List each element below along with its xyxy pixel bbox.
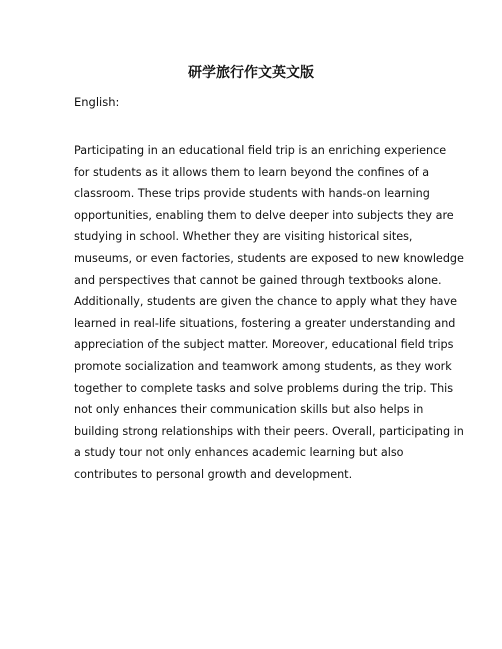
paragraph-line: opportunities, enabling them to delve deeper into subjects they are (74, 208, 454, 222)
document-title: 研学旅行作文英文版 (188, 65, 314, 81)
paragraph-line: classroom. These trips provide students with hands-on learning (74, 187, 430, 201)
paragraph-line: learned in real-life situations, fostering a greater understanding and (74, 316, 456, 330)
paragraph-line: a study tour not only enhances academic learning but also (74, 446, 404, 460)
paragraph-line: appreciation of the subject matter. Moreover, educational field trips (74, 338, 454, 352)
paragraph-line: museums, or even factories, students are exposed to new knowledge (74, 251, 464, 265)
paragraph-line: contributes to personal growth and development. (74, 467, 353, 481)
paragraph-line: Additionally, students are given the chance to apply what they have (74, 295, 458, 309)
paragraph-line: studying in school. Whether they are visiting historical sites, (74, 230, 413, 244)
paragraph-line: for students as it allows them to learn beyond the confines of a (74, 165, 430, 179)
paragraph-line: together to complete tasks and solve problems during the trip. This (74, 381, 454, 395)
section-label: English: (74, 95, 120, 109)
paragraph-line: and perspectives that cannot be gained through textbooks alone. (74, 273, 442, 287)
paragraph-line: promote socialization and teamwork among students, as they work (74, 359, 452, 373)
body-paragraph (74, 140, 464, 486)
paragraph-line: not only enhances their communication skills but also helps in (74, 403, 424, 417)
paragraph-line: Participating in an educational field trip is an enriching experience (74, 144, 447, 157)
paragraph-line: building strong relationships with their peers. Overall, participating in (74, 424, 464, 438)
